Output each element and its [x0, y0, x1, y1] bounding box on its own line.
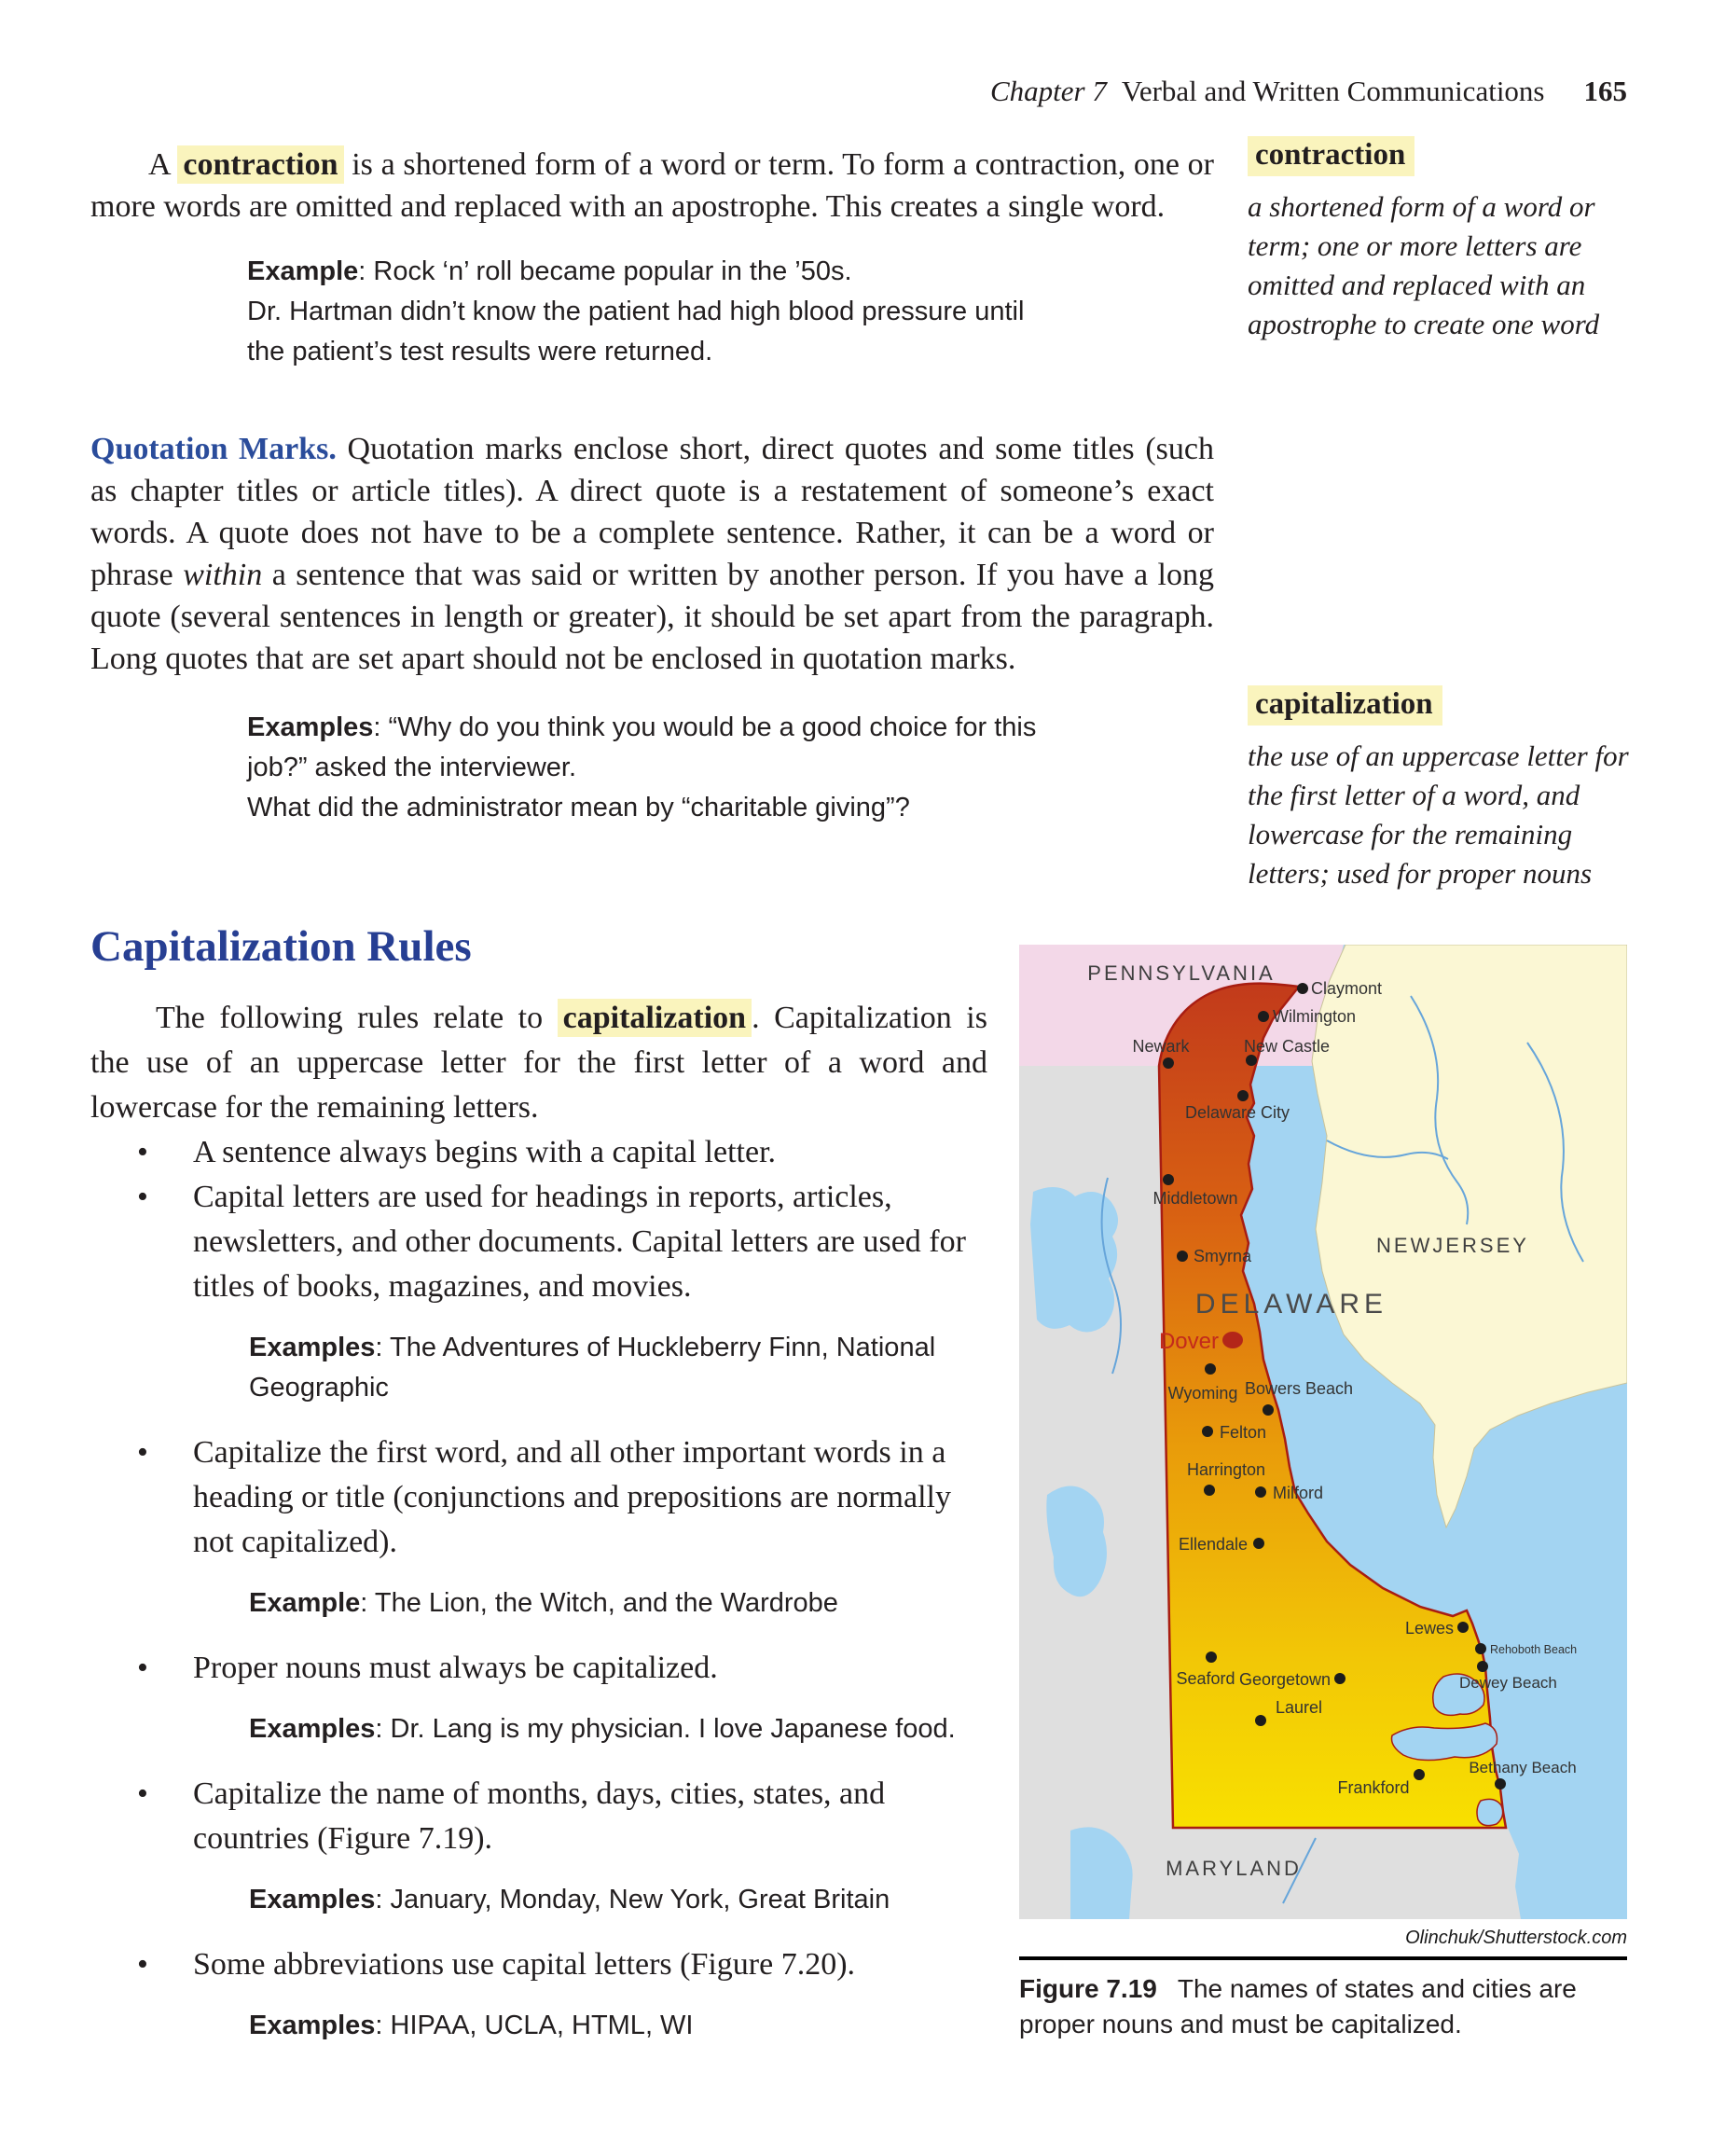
example-line: Dr. Hartman didn’t know the patient had high blood pressure until the patient’s test results were returned.: [247, 297, 1025, 366]
rule-text: Capital letters are used for headings in reports, articles, newsletters, and other documents. Capital letters are used for titles of books, magazines, and movies.: [193, 1180, 966, 1304]
city-dot-smyrna: [1177, 1251, 1188, 1262]
main-column: [90, 110, 1214, 828]
quotation-marks-paragraph: Quotation Marks. Quotation marks enclose short, direct quotes and some titles (such as chapter titles or article titles). A direct quote is a restatement of someone’s exact words. A quote does not have to be a complete sentence. Rather, it can be a word or phrase within a sentence that was said or written by another person. If you have a long quote (several sentences in length or greater), it should be set apart from the paragraph. Long quotes that are set apart should not be enclosed in quotation marks.: [90, 432, 1214, 676]
city-label-milford: Milford: [1273, 1484, 1324, 1502]
city-label-new-castle: New Castle: [1243, 1037, 1331, 1056]
delaware-map: [1019, 945, 1627, 1919]
city-label-dewey-beach: Dewey Beach: [1459, 1674, 1557, 1692]
rule-item: [90, 1130, 987, 1175]
city-dot-delaware-city: [1237, 1090, 1249, 1101]
city-dot-bowers-beach: [1263, 1404, 1274, 1416]
bethany-inlet: [1477, 1799, 1503, 1825]
city-dot-new-castle: [1246, 1055, 1257, 1066]
running-head: [990, 75, 1627, 108]
example-line: Example: Rock ‘n’ roll became popular in the ’50s.: [247, 256, 852, 286]
rules-list: [90, 1130, 987, 2046]
city-dot-ellendale: [1253, 1538, 1264, 1549]
city-label-bowers-beach: Bowers Beach: [1244, 1379, 1354, 1398]
city-dot-harrington: [1204, 1485, 1215, 1496]
figure-caption: [1019, 1971, 1627, 2042]
city-dot-frankford: [1414, 1769, 1425, 1780]
city-dot-seaford: [1206, 1652, 1217, 1663]
contraction-paragraph: A contraction is a shortened form of a word or term. To form a contraction, one or more words are omitted and replaced with an apostrophe. This creates a single word.: [90, 147, 1214, 224]
caption-label: Figure 7.19: [1019, 1974, 1157, 2003]
city-label-georgetown: Georgetown: [1238, 1670, 1331, 1689]
city-dot-claymont: [1297, 983, 1308, 994]
figure-7-19: [1019, 945, 1627, 2042]
city-dot-felton: [1202, 1426, 1213, 1437]
city-dot-dewey-beach: [1477, 1661, 1488, 1672]
section-intro: The following rules relate to capitalization . Capitalization is the use of an uppercase letter for the first letter of a word and lowercase for the remaining letters.: [90, 1001, 987, 1125]
chesapeake-inlet: [1030, 1187, 1118, 1332]
figure-credit: Olinchuk/Shutterstock.com: [1405, 1928, 1627, 1948]
rule-text: Capitalize the name of months, days, cities, states, and countries (Figure 7.19).: [193, 1776, 886, 1856]
city-dot-laurel: [1255, 1715, 1266, 1726]
city-label-bethany-beach: Bethany Beach: [1469, 1759, 1577, 1776]
sidebar-definition-contraction: [1248, 136, 1649, 344]
page-number: 165: [1583, 75, 1627, 107]
city-label-seaford: Seaford: [1176, 1669, 1235, 1688]
rule-item: [90, 1175, 987, 1408]
city-label-ellendale: Ellendale: [1178, 1535, 1248, 1554]
rule-example: Examples: The Adventures of Huckleberry Finn, National Geographic: [249, 1333, 936, 1403]
city-label-frankford: Frankford: [1337, 1778, 1410, 1797]
vocab-term: capitalization: [1248, 685, 1442, 726]
city-label-delaware-city: Delaware City: [1184, 1103, 1290, 1122]
city-dot-milford: [1255, 1486, 1266, 1498]
rule-example: Examples: HIPAA, UCLA, HTML, WI: [249, 2011, 694, 2040]
city-label-wilmington: Wilmington: [1273, 1007, 1357, 1026]
example-line: What did the administrator mean by “charitable giving”?: [247, 793, 910, 822]
state-label-maryland: MARYLAND: [1166, 1857, 1302, 1880]
state-label-pennsylvania: PENNSYLVANIA: [1087, 961, 1276, 985]
rule-text: Some abbreviations use capital letters (Figure 7.20).: [193, 1947, 856, 1982]
rule-text: Capitalize the first word, and all other important words in a heading or title (conjunctions and prepositions are normally not capitalized).: [193, 1435, 951, 1559]
indian-river-bay: [1392, 1723, 1497, 1761]
city-label-newark: Newark: [1132, 1037, 1190, 1056]
city-dot-lewes: [1457, 1622, 1469, 1633]
city-label-middletown: Middletown: [1152, 1189, 1238, 1208]
vocab-definition: the use of an uppercase letter for the first letter of a word, and lowercase for the remaining letters; used for proper nouns: [1248, 739, 1629, 890]
rule-example: Example: The Lion, the Witch, and the Wardrobe: [249, 1588, 838, 1618]
city-label-claymont: Claymont: [1311, 979, 1383, 998]
state-label-new-jersey: NEWJERSEY: [1376, 1234, 1529, 1257]
city-dot-wyoming: [1205, 1363, 1216, 1375]
caption-text: The names of states and cities are proper nouns and must be capitalized.: [1019, 1974, 1577, 2039]
city-dot-georgetown: [1334, 1673, 1346, 1684]
city-dot-newark: [1163, 1057, 1174, 1069]
city-label-lewes: Lewes: [1404, 1619, 1454, 1638]
capital-dot-dover: [1222, 1332, 1243, 1348]
rule-example: Examples: Dr. Lang is my physician. I love Japanese food.: [249, 1714, 956, 1744]
chapter-title: Verbal and Written Communications: [1121, 75, 1545, 107]
rule-text: A sentence always begins with a capital letter.: [193, 1135, 777, 1169]
city-dot-rehoboth-beach: [1475, 1643, 1486, 1654]
capitalization-rules-section: [90, 921, 987, 2068]
figure-divider: [1019, 1956, 1627, 1960]
city-label-wyoming: Wyoming: [1167, 1384, 1238, 1403]
rule-text: Proper nouns must always be capitalized.: [193, 1651, 718, 1685]
rule-item: [90, 1646, 987, 1749]
example-line: Examples: “Why do you think you would be a good choice for this job?” asked the interviewer.: [247, 712, 1037, 782]
city-label-rehoboth-beach: Rehoboth Beach: [1490, 1643, 1578, 1656]
section-heading: Capitalization Rules: [90, 922, 472, 971]
capital-label-dover: Dover: [1158, 1329, 1219, 1354]
vocab-term: contraction: [1248, 136, 1414, 176]
city-label-harrington: Harrington: [1186, 1460, 1266, 1479]
city-label-felton: Felton: [1220, 1423, 1267, 1442]
chapter-label: Chapter 7: [990, 75, 1107, 107]
city-label-smyrna: Smyrna: [1194, 1247, 1252, 1265]
city-dot-wilmington: [1258, 1011, 1269, 1022]
state-label-delaware: DELAWARE: [1194, 1289, 1388, 1320]
city-dot-bethany-beach: [1495, 1778, 1506, 1790]
example-block-quotation: [247, 708, 1049, 828]
rule-example: Examples: January, Monday, New York, Great Britain: [249, 1885, 890, 1914]
city-label-laurel: Laurel: [1275, 1698, 1323, 1717]
vocab-definition: a shortened form of a word or term; one or more letters are omitted and replaced with an apostrophe to create one word: [1248, 190, 1600, 340]
rule-item: [90, 1942, 987, 2046]
rule-item: [90, 1772, 987, 1920]
rule-item: [90, 1430, 987, 1624]
sidebar-definition-capitalization: [1248, 685, 1649, 893]
example-block-contraction: [247, 252, 1049, 372]
city-dot-middletown: [1163, 1174, 1174, 1185]
